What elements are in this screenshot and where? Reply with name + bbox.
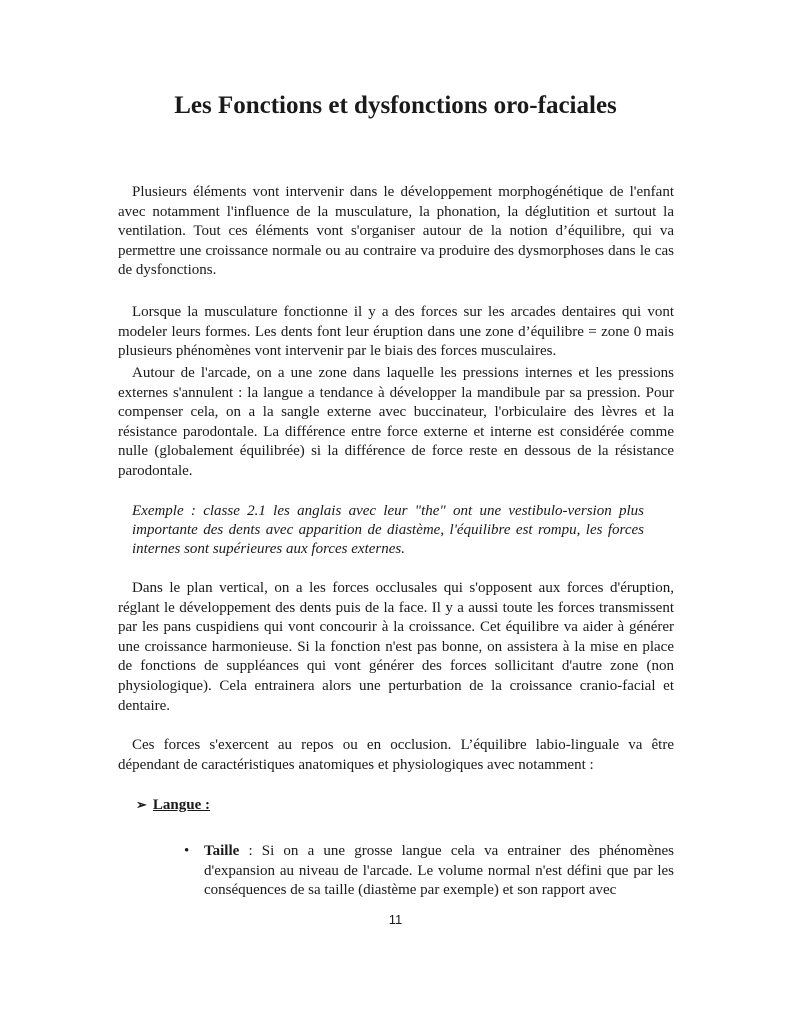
paragraph-arcade-text: Autour de l'arcade, on a une zone dans laquelle les pressions internes et les pressions externes s'annulent : la langue a tendance à développer la mandibule par sa pression. Pour compenser cela, on a la sangle externe avec buccinateur, l'orbiculaire des lèvres et la résistance parodontale. La différence entre force externe et interne est considérée comme nulle (globalement équilibrée) si la différence de force reste en dessous de la résistance parodontale. (118, 365, 674, 479)
paragraph-musculature (118, 303, 674, 362)
page-title: Les Fonctions et dysfonctions oro-faciales (174, 92, 617, 119)
example-block: Exemple : classe 2.1 les anglais avec leur "the" ont une vestibulo-version plus importante des dents avec apparition de diastème, l'équilibre est rompu, les forces internes sont supérieures aux forces externes. (132, 503, 644, 557)
bullet-term: Taille (204, 843, 240, 859)
paragraph-vertical-plane (118, 579, 674, 716)
section-heading-langue (136, 797, 210, 814)
page-number: 11 (388, 912, 403, 927)
bullet-dot-icon: • (184, 843, 190, 859)
paragraph-vertical-plane-text: Dans le plan vertical, on a les forces occlusales qui s'opposent aux forces d'éruption, réglant le développement des dents puis de la face. Il y a aussi toute les forces transmissent par les pans cuspidiens qui vont concourir à la croissance. Cet équilibre va aider à générer une croissance harmonieuse. Si la fonction n'est pas bonne, on assistera à la mise en place de fonctions de suppléances qui vont générer des forces sollicitant d'autre zone (non physiologique). Cela entrainera alors une perturbation de la croissance cranio-facial et dentaire. (118, 580, 674, 714)
arrow-bullet-icon: ➢ (136, 797, 147, 812)
paragraph-forces (118, 736, 674, 775)
section-heading-label: Langue : (152, 797, 210, 813)
bullet-text: : Si on a une grosse langue cela va entrainer des phénomènes d'expansion au niveau de l'arcade. Le volume normal n'est défini que par les conséquences de sa taille (diastème par exemple) et son rapport avec (204, 843, 674, 899)
paragraph-arcade (118, 364, 674, 482)
paragraph-intro (118, 183, 674, 281)
paragraph-intro-text: Plusieurs éléments vont intervenir dans le développement morphogénétique de l'enfant avec notamment l'influence de la musculature, la phonation, la déglutition et surtout la ventilation. Tout ces éléments vont s'organiser autour de la notion d’équilibre, qui va permettre une croissance normale ou au contraire va produire des dysmorphoses dans le cas de dysfonctions. (118, 184, 674, 279)
paragraph-forces-text: Ces forces s'exercent au repos ou en occlusion. L’équilibre labio-linguale va être dépendant de caractéristiques anatomiques et physiologiques avec notamment : (118, 737, 674, 773)
bullet-item-taille (184, 842, 674, 901)
paragraph-musculature-text: Lorsque la musculature fonctionne il y a des forces sur les arcades dentaires qui vont modeler leurs formes. Les dents font leur éruption dans une zone d’équilibre = zone 0 mais plusieurs phénomènes vont intervenir par le biais des forces musculaires. (118, 304, 674, 360)
